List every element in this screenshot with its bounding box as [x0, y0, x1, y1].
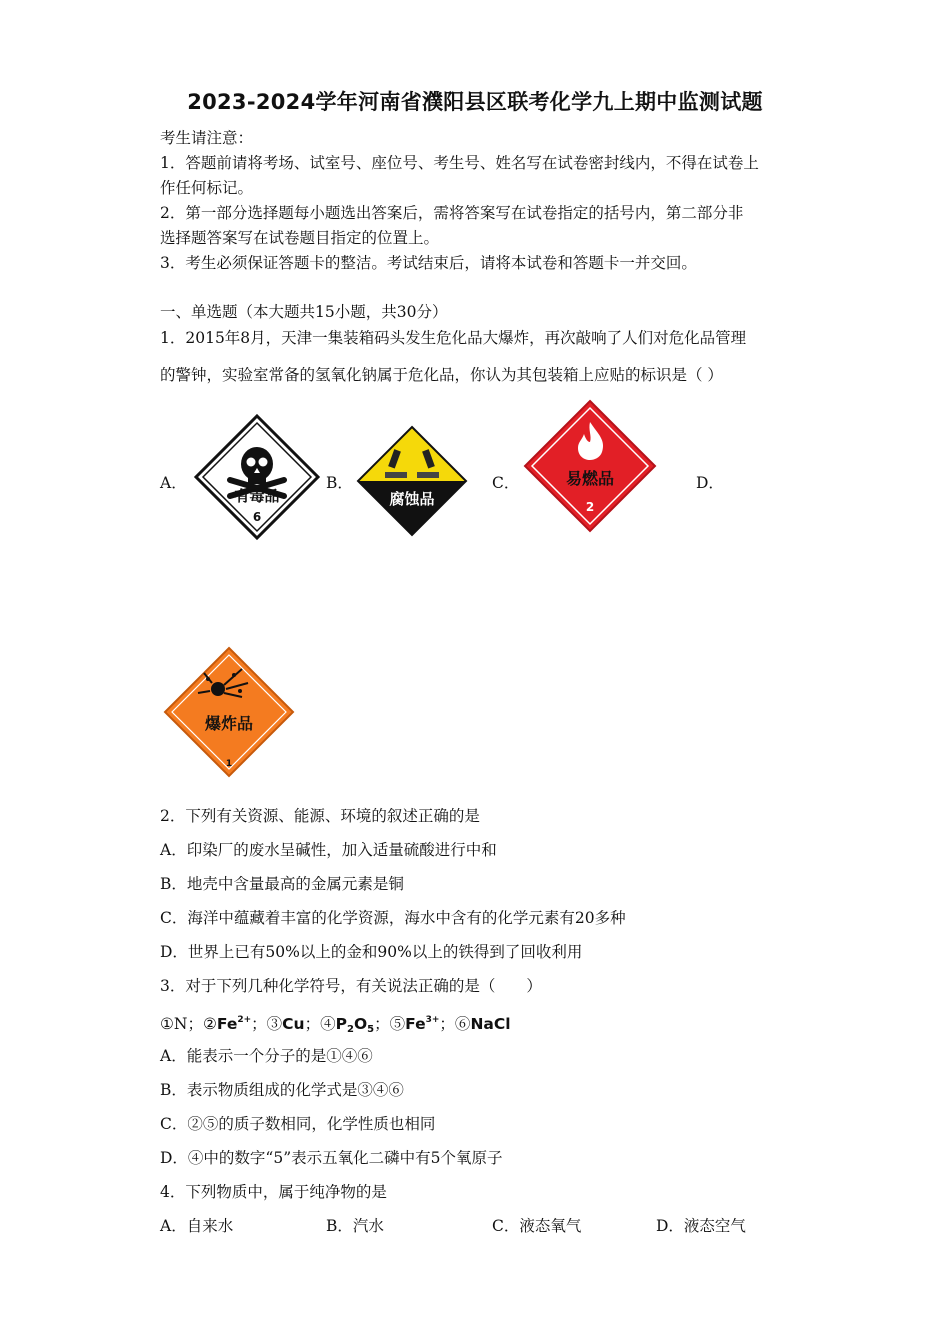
- q3-option-a: A．能表示一个分子的是①④⑥: [160, 1047, 373, 1065]
- q3-symbol-cu: Cu: [282, 1015, 305, 1033]
- q3-sep-4: ；⑤: [374, 1015, 406, 1033]
- notice-line-2: 作任何标记。: [160, 179, 254, 197]
- q3-charge-3plus: 3+: [425, 1015, 440, 1025]
- q3-sep-2: ；③: [251, 1015, 283, 1033]
- flammable-sign-icon: [522, 398, 658, 534]
- toxic-sign-text: 有毒品: [234, 487, 280, 505]
- q2-option-b: B．地壳中含量最高的金属元素是铜: [160, 875, 404, 893]
- q1-stem-line-2: 的警钟，实验室常备的氢氧化钠属于危化品，你认为其包装箱上应贴的标识是（ ）: [160, 366, 723, 384]
- page-title: 2023-2024学年河南省濮阳县区联考化学九上期中监测试题: [187, 90, 763, 114]
- notice-line-4: 选择题答案写在试卷题目指定的位置上。: [160, 229, 440, 247]
- q3-stem: 3．对于下列几种化学符号，有关说法正确的是（ ）: [160, 977, 542, 995]
- section-heading: 一、单选题（本大题共15小题，共30分）: [160, 303, 448, 321]
- q4-option-c: C．液态氧气: [492, 1217, 582, 1235]
- q2-option-a: A．印染厂的废水呈碱性，加入适量硫酸进行中和: [160, 841, 497, 859]
- corrosive-sign-icon: [355, 424, 469, 538]
- q3-subscript-5: 5: [367, 1024, 375, 1035]
- q1-option-b-label: B．: [326, 474, 353, 492]
- q3-symbols: [160, 1010, 511, 1040]
- q3-option-d: D．④中的数字“5”表示五氧化二磷中有5个氧原子: [160, 1149, 503, 1167]
- notice-line-5: 3．考生必须保证答题卡的整洁。考试结束后，请将本试卷和答题卡一并交回。: [160, 254, 697, 272]
- q3-option-b: B．表示物质组成的化学式是③④⑥: [160, 1081, 404, 1099]
- q2-option-d: D．世界上已有50%以上的金和90%以上的铁得到了回收利用: [160, 943, 583, 961]
- q1-stem-line-1: 1．2015年8月，天津一集装箱码头发生危化品大爆炸，再次敲响了人们对危化品管理: [160, 329, 747, 347]
- toxic-sign-icon: [192, 412, 322, 542]
- q3-symbol-fe: Fe: [216, 1015, 238, 1033]
- q1-option-a-label: A．: [160, 474, 187, 492]
- toxic-sign-number: 6: [252, 510, 262, 524]
- flammable-sign-number: 2: [585, 500, 595, 514]
- q3-sep-5: ；⑥: [439, 1015, 471, 1033]
- q4-option-b: B．汽水: [326, 1217, 384, 1235]
- q4-stem: 4．下列物质中，属于纯净物的是: [160, 1183, 387, 1201]
- q2-option-c: C．海洋中蕴藏着丰富的化学资源，海水中含有的化学元素有20多种: [160, 909, 626, 927]
- q3-option-c: C．②⑤的质子数相同，化学性质也相同: [160, 1115, 436, 1133]
- q3-subscript-2: 2: [346, 1024, 354, 1035]
- q3-symbol-fe3: Fe: [405, 1015, 426, 1033]
- q4-option-d: D．液态空气: [656, 1217, 746, 1235]
- explosive-sign-number: 1: [225, 759, 233, 769]
- q3-symbol-1: ①N；②: [160, 1015, 217, 1033]
- flammable-sign-text: 易燃品: [565, 469, 615, 488]
- explosive-sign-text: 爆炸品: [204, 714, 254, 733]
- q4-option-a: A．自来水: [160, 1217, 234, 1235]
- explosive-sign-icon: [162, 645, 296, 779]
- notice-line-3: 2．第一部分选择题每小题选出答案后，需将答案写在试卷指定的括号内，第二部分非: [160, 204, 744, 222]
- q3-symbol-p: P: [335, 1015, 347, 1033]
- notice-line-1: 1．答题前请将考场、试室号、座位号、考生号、姓名写在试卷密封线内，不得在试卷上: [160, 154, 759, 172]
- q1-option-d-label: D．: [696, 474, 724, 492]
- corrosive-sign-text: 腐蚀品: [389, 490, 435, 508]
- q3-symbol-nacl: NaCl: [470, 1015, 511, 1033]
- q2-stem: 2．下列有关资源、能源、环境的叙述正确的是: [160, 807, 480, 825]
- q1-option-c-label: C．: [492, 474, 520, 492]
- notice-heading: 考生请注意：: [160, 129, 254, 147]
- q3-charge-2plus: 2+: [237, 1015, 252, 1025]
- q3-sep-3: ；④: [304, 1015, 336, 1033]
- q3-symbol-o: O: [353, 1015, 368, 1033]
